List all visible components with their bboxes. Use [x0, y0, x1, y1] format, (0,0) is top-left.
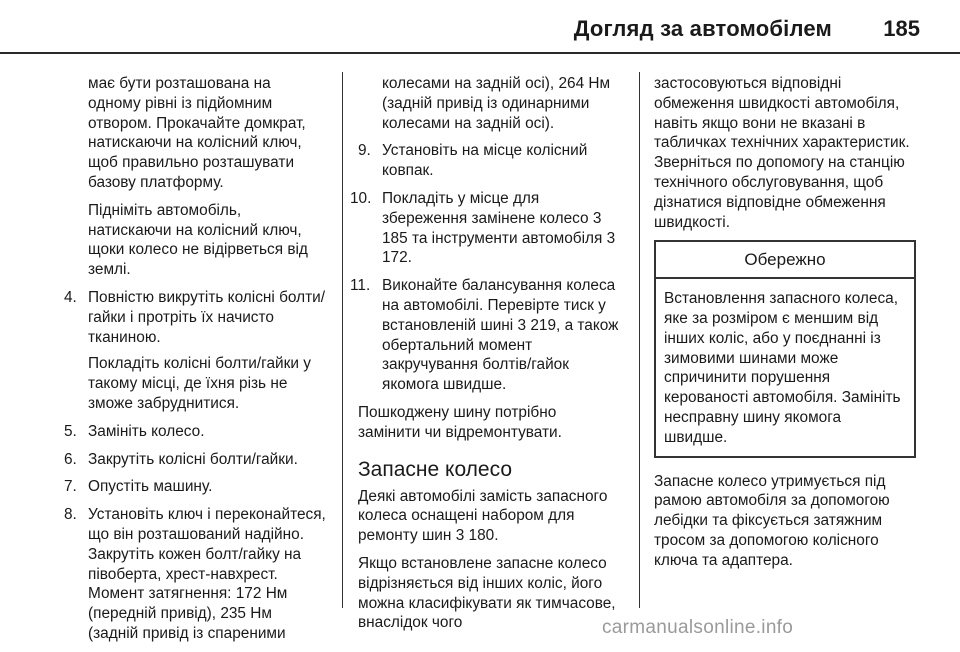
warning-box — [654, 240, 916, 457]
column-3 — [654, 74, 916, 579]
step-number: 10. — [350, 189, 372, 207]
paragraph-platform: має бути розташована на одному рівні із підйомним отвором. Прокачайте домкрат, натискаючи на колісний ключ, щоб правильно розташувати базову платформу. — [88, 75, 306, 191]
step-text: Покладіть у місце для збереження замінене колесо 3 185 та інструменти автомобіля 3 172. — [382, 189, 616, 267]
step-4 — [64, 288, 326, 414]
header-divider — [0, 52, 960, 54]
step-number: 7. — [64, 478, 77, 496]
section-title-spare-wheel: Запасне колесо — [358, 457, 513, 481]
step-6 — [64, 450, 326, 470]
step-5 — [64, 422, 326, 442]
warning-body: Встановлення запасного колеса, яке за розміром є меншим від інших коліс, або у поєднанні із зимовими шинами може спричинити порушення керованості автомобіля. Замініть несправну шину якомога швидше. — [664, 290, 901, 446]
step-7 — [64, 477, 326, 497]
step-text: Замініть колесо. — [88, 422, 205, 440]
step-number: 4. — [64, 288, 77, 306]
column-1 — [64, 74, 326, 652]
page-header — [0, 0, 960, 50]
step-text: Установіть на місце колісний ковпак. — [382, 142, 588, 180]
page-ref-icon: 3 — [606, 229, 616, 247]
step-10 — [350, 189, 620, 268]
paragraph-speed-limits: застосовуються відповідні обмеження швидкості автомобіля, навіть якщо вони не вказані в табличках технічних характеристик. Зверніться по допомогу на станцію технічного обслуговування, щоб дізнатися відповідне обмеження швидкості. — [654, 75, 910, 231]
page-number: 185 — [883, 16, 920, 41]
step-number: 9. — [358, 142, 371, 160]
page-ref-icon: 3 — [455, 527, 465, 545]
warning-title: Обережно — [656, 242, 914, 279]
step-8 — [64, 505, 326, 644]
paragraph-repair-kit: Деякі автомобілі замість запасного колеса оснащені набором для ремонту шин 3 180. — [358, 487, 608, 545]
paragraph-torque-cont: колесами на задній осі), 264 Нм (задній привід із одинарними колесами на задній осі). — [382, 75, 611, 132]
paragraph-spare-mounting: Запасне колесо утримується під рамою автомобіля за допомогою лебідки та фіксується затяжним тросом за допомогою колісного ключа та адаптера. — [654, 472, 890, 569]
page-ref-icon: 3 — [592, 209, 602, 227]
step-text: Опустіть машину. — [88, 478, 213, 496]
step-11 — [350, 276, 620, 395]
column-2 — [350, 74, 620, 641]
paragraph-temporary-spare: Якщо встановлене запасне колесо відрізняється від інших коліс, його можна класифікувати як тимчасове, внаслідок чого — [358, 554, 616, 632]
step-9 — [358, 141, 620, 181]
page-ref[interactable]: 172. — [382, 249, 412, 267]
paragraph-damaged-tyre: Пошкоджену шину потрібно замінити чи відремонтувати. — [358, 403, 562, 441]
step-text: Установіть ключ і переконайтеся, що він розташований надійно. Закрутіть кожен болт/гайку на півоберта, хрест-навхрест. Момент затягнення: 172 Нм (передній привід), 235 Нм (задній привід із спареними — [88, 506, 326, 642]
column-divider-1 — [342, 72, 343, 608]
step-text: Виконайте балансування колеса на автомобілі. Перевірте тиск у встановленій шині 3 219, а також обертальний момент закручування болтів/гайок якомога швидше. — [382, 277, 619, 394]
step-number: 8. — [64, 506, 77, 524]
chapter-title: Догляд за автомобілем — [573, 16, 832, 41]
page-ref[interactable]: 185 — [382, 229, 408, 247]
step-number: 11. — [350, 277, 371, 295]
paragraph-lift: Підніміть автомобіль, натискаючи на колісний ключ, щоки колесо не відірветься від землі. — [88, 201, 308, 279]
step-extra: Покладіть колісні болти/гайки у такому місці, де їхня різь не зможе забруднитися. — [88, 355, 311, 412]
step-text: Закрутіть колісні болти/гайки. — [88, 450, 298, 468]
step-number: 6. — [64, 450, 77, 468]
watermark: carmanualsonline.info — [602, 617, 794, 638]
page-ref-icon: 3 — [517, 316, 527, 334]
page-ref[interactable]: 180. — [468, 527, 499, 545]
step-text: Повністю викрутіть колісні болти/гайки і протріть їх начисто тканиною. — [88, 288, 326, 346]
step-number: 5. — [64, 422, 77, 440]
page-ref[interactable]: 219, — [530, 316, 561, 334]
column-divider-2 — [639, 72, 640, 608]
